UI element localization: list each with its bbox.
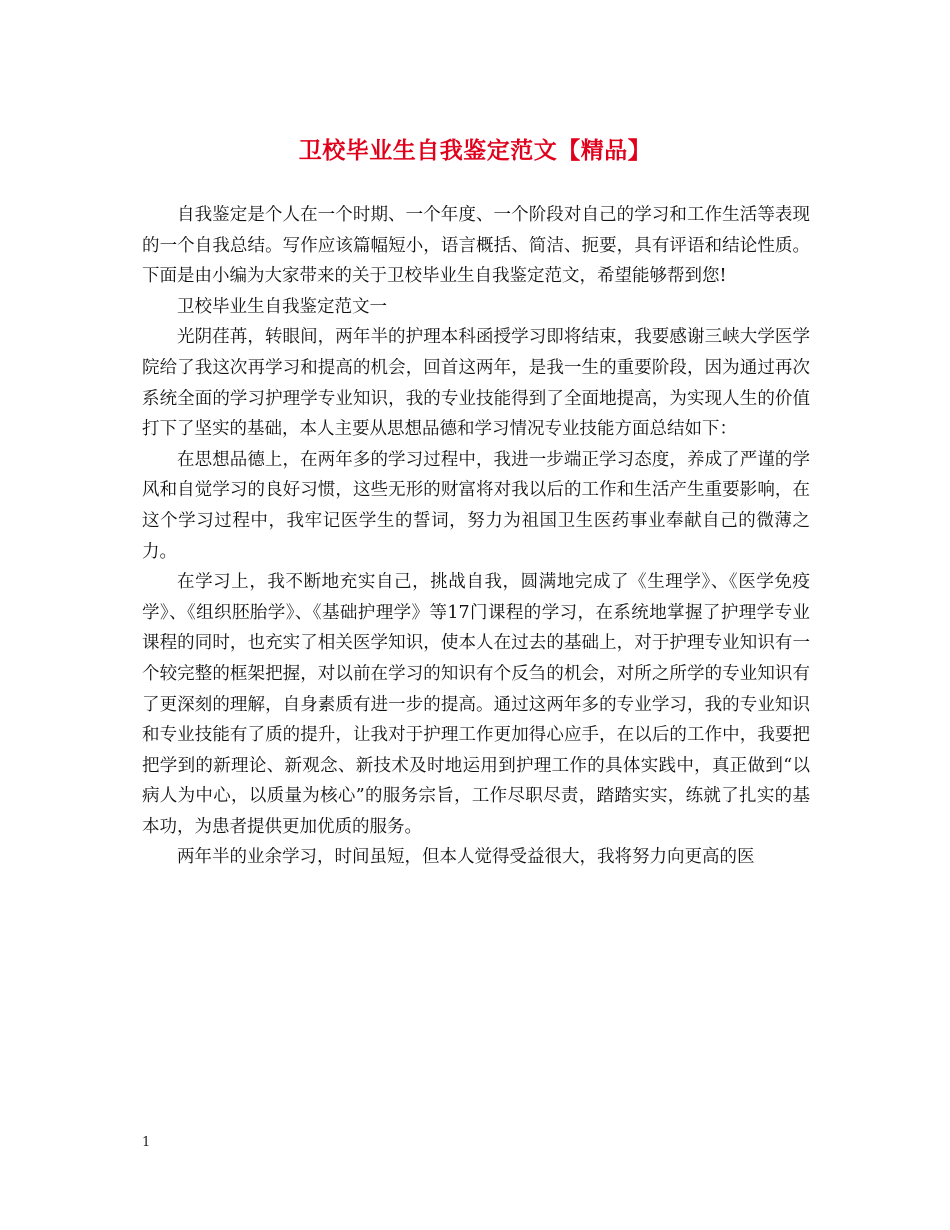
section-heading: 卫校毕业生自我鉴定范文一 — [177, 296, 387, 317]
paragraph-intro: 自我鉴定是个人在一个时期、一个年度、一个阶段对自己的学习和工作生活等表现的一个自我总结。写作应该篇幅短小，语言概括、简洁、扼要，具有评语和结论性质。下面是由小编为大家带来的关于卫校毕业生自我鉴定范文，希望能够帮到您! — [142, 205, 810, 287]
document-title: 卫校毕业生自我鉴定范文【精品】 — [298, 137, 652, 164]
document-body — [142, 200, 810, 873]
paragraph: 两年半的业余学习，时间虽短，但本人觉得受益很大，我将努力向更高的医 — [177, 847, 755, 868]
paragraph: 光阴荏苒，转眼间，两年半的护理本科函授学习即将结束，我要感谢三峡大学医学院给了我这次再学习和提高的机会，回首这两年，是我一生的重要阶段，因为通过再次系统全面的学习护理学专业知识，我的专业技能得到了全面地提高，为实现人生的价值打下了坚实的基础，本人主要从思想品德和学习情况专业技能方面总结如下： — [142, 327, 810, 440]
paragraph: 在思想品德上，在两年多的学习过程中，我进一步端正学习态度，养成了严谨的学风和自觉学习的良好习惯，这些无形的财富将对我以后的工作和生活产生重要影响，在这个学习过程中，我牢记医学生的誓词，努力为祖国卫生医药事业奉献自己的微薄之力。 — [142, 449, 810, 562]
paragraph: 在学习上，我不断地充实自己，挑战自我，圆满地完成了《生理学》、《医学免疫学》、《组织胚胎学》、《基础护理学》等17门课程的学习，在系统地掌握了护理学专业课程的同时，也充实了相关医学知识，使本人在过去的基础上，对于护理专业知识有一个较完整的框架把握，对以前在学习的知识有个反刍的机会，对所之所学的专业知识有了更深刻的理解，自身素质有进一步的提高。通过这两年多的专业学习，我的专业知识和专业技能有了质的提升，让我对于护理工作更加得心应手，在以后的工作中，我要把把学到的新理论、新观念、新技术及时地运用到护理工作的具体实践中，真正做到“以病人为中心，以质量为核心”的服务宗旨，工作尽职尽责，踏踏实实，练就了扎实的基本功，为患者提供更加优质的服务。 — [142, 572, 810, 837]
page-number: 1 — [142, 1135, 151, 1150]
